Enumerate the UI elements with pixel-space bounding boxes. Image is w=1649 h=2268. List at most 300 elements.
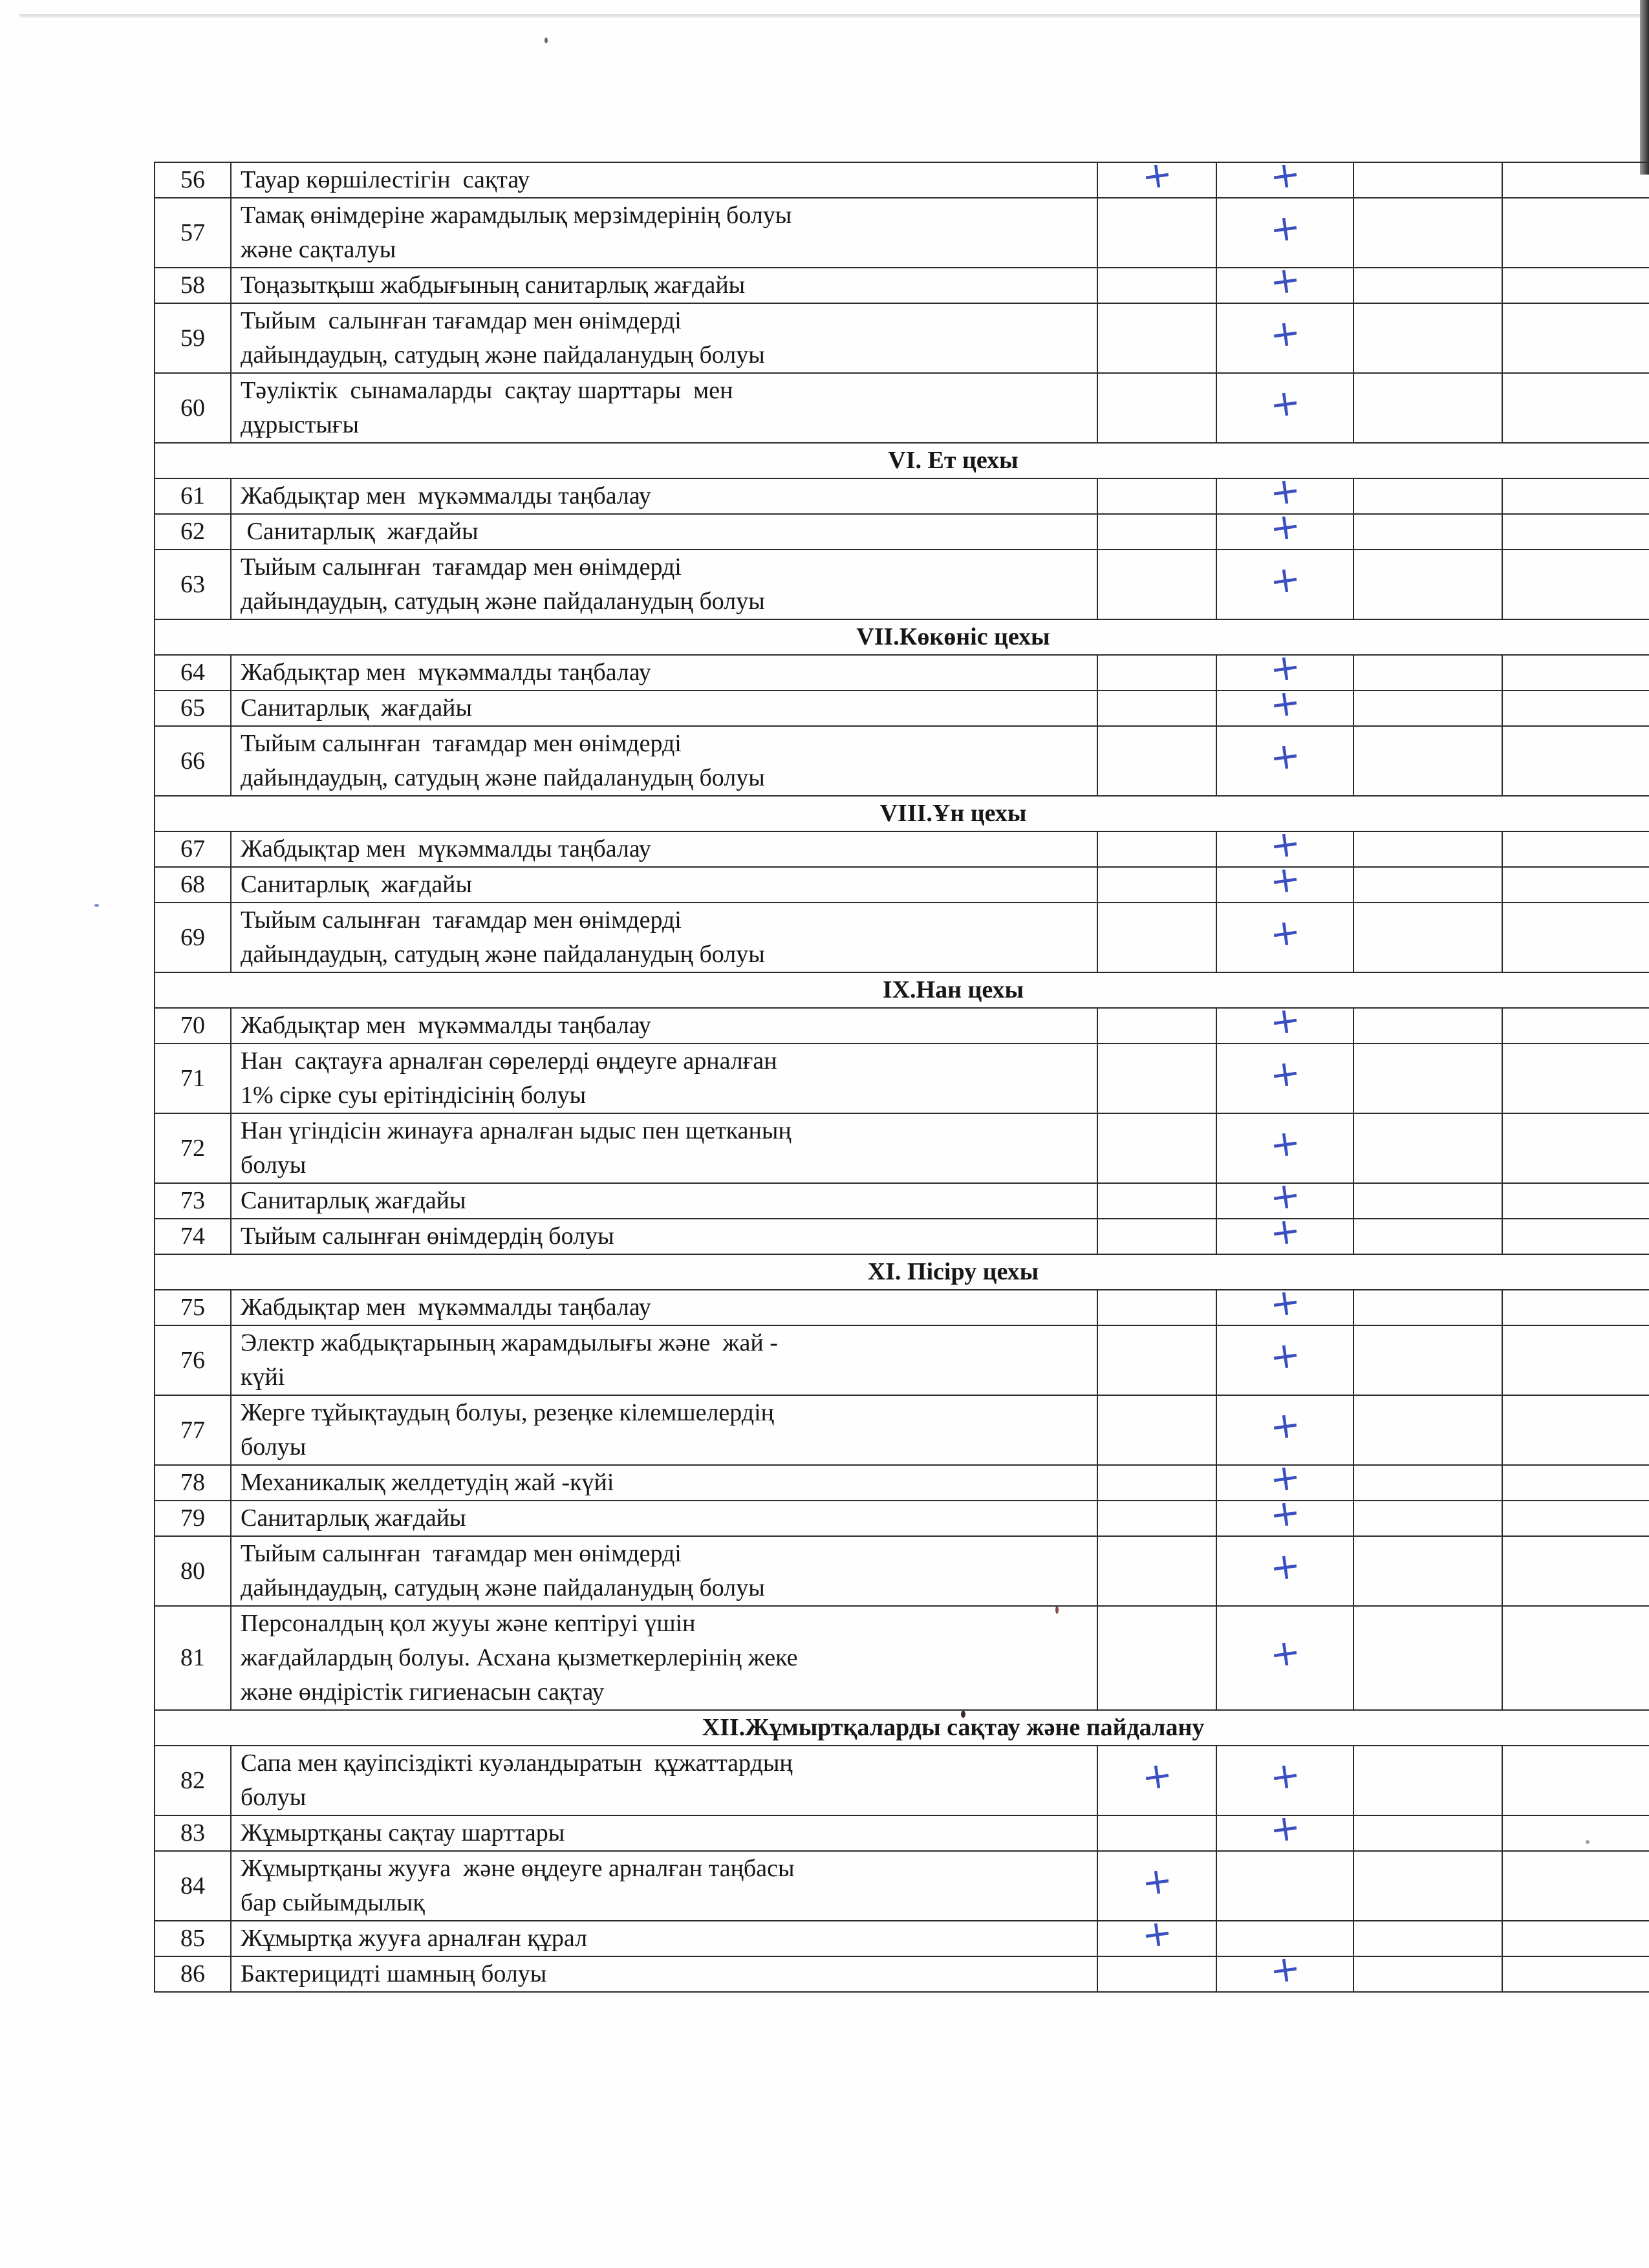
checklist-row [155, 1921, 1649, 1956]
requirement-text [231, 1325, 1097, 1395]
row-number: 80 [155, 1536, 231, 1606]
requirement-text [231, 478, 1097, 514]
requirement-line: Бактерицидті шамның болуы [241, 1960, 547, 1987]
checklist-row [155, 1465, 1649, 1501]
checklist-row [155, 1606, 1649, 1710]
check-cell-c3 [1353, 1606, 1502, 1710]
section-title: XII.Жұмыртқаларды сақтау және пайдалану [155, 1710, 1649, 1746]
check-cell-c3 [1353, 1746, 1502, 1815]
handwritten-plus-mark: + [1267, 504, 1303, 550]
check-cell-c3 [1353, 903, 1502, 972]
check-cell-c1 [1097, 1465, 1216, 1501]
check-cell-c2 [1216, 303, 1353, 373]
check-cell-c4 [1502, 550, 1649, 619]
section-header-row [155, 1710, 1649, 1746]
check-cell-c3 [1353, 655, 1502, 690]
handwritten-plus-mark: + [1267, 1753, 1303, 1799]
requirement-text [231, 867, 1097, 903]
check-cell-c1 [1097, 1956, 1216, 1992]
row-number: 60 [155, 373, 231, 443]
section-header-row [155, 443, 1649, 478]
check-cell-c3 [1353, 690, 1502, 726]
check-cell-c3 [1353, 303, 1502, 373]
check-cell-c1 [1097, 198, 1216, 268]
requirement-line: дайындаудың, сатудың және пайдаланудың болуы [241, 941, 765, 968]
requirement-line: 1% сірке суы ерітіндісінің болуы [241, 1082, 587, 1109]
check-cell-c1 [1097, 1815, 1216, 1851]
check-cell-c4 [1502, 1043, 1649, 1113]
handwritten-plus-mark: + [1267, 1947, 1303, 1993]
section-header-row [155, 972, 1649, 1008]
requirement-line: Тыйым салынған тағамдар мен өнімдерді [241, 730, 682, 757]
check-cell-c1 [1097, 550, 1216, 619]
check-cell-c2 [1216, 681, 1353, 727]
handwritten-plus-mark: + [1267, 1051, 1303, 1097]
row-number: 68 [155, 867, 231, 903]
check-cell-c4 [1502, 903, 1649, 972]
checklist-body [155, 153, 1649, 1993]
handwritten-plus-mark: + [1267, 557, 1303, 603]
requirement-line: дұрыстығы [241, 411, 359, 438]
checklist-row [155, 1956, 1649, 1992]
check-cell-c2 [1216, 153, 1353, 198]
requirement-line: Сапа мен қауіпсіздікті куәландыратын құжаттардың [241, 1749, 793, 1777]
handwritten-plus-mark: + [1267, 205, 1303, 251]
check-cell-c1 [1097, 1746, 1216, 1815]
checklist-row [155, 1325, 1649, 1395]
handwritten-plus-mark: + [1267, 153, 1303, 198]
requirement-line: Жұмыртқаны сақтау шарттары [241, 1819, 565, 1846]
check-cell-c2 [1216, 373, 1353, 443]
requirement-text [231, 162, 1097, 198]
requirement-text [231, 903, 1097, 972]
check-cell-c4 [1502, 268, 1649, 303]
requirement-line: бар сыйымдылық [241, 1889, 425, 1916]
checklist-row [155, 1501, 1649, 1536]
check-cell-c1 [1097, 867, 1216, 903]
section-header-row [155, 1254, 1649, 1290]
check-cell-c4 [1502, 1815, 1649, 1851]
check-cell-c2 [1216, 1280, 1353, 1326]
requirement-line: Тамақ өнімдеріне жарамдылық мерзімдерінің болуы [241, 202, 792, 229]
check-cell-c4 [1502, 478, 1649, 514]
check-cell-c2 [1216, 1209, 1353, 1255]
requirement-line: дайындаудың, сатудың және пайдаланудың болуы [241, 1574, 765, 1601]
check-cell-c3 [1353, 1395, 1502, 1465]
requirement-text [231, 1921, 1097, 1956]
check-cell-c4 [1502, 1746, 1649, 1815]
handwritten-plus-mark: + [1267, 1631, 1303, 1676]
handwritten-plus-mark: + [1139, 153, 1175, 198]
requirement-line: Тыйым салынған тағамдар мен өнімдерді [241, 1540, 682, 1567]
requirement-text [231, 373, 1097, 443]
check-cell-c2 [1216, 258, 1353, 304]
check-cell-c4 [1502, 1606, 1649, 1710]
row-number: 81 [155, 1606, 231, 1710]
requirement-text [231, 1815, 1097, 1851]
handwritten-plus-mark: + [1267, 645, 1303, 691]
check-cell-c4 [1502, 831, 1649, 867]
checklist-row [155, 1113, 1649, 1183]
requirement-line: дайындаудың, сатудың және пайдаланудың болуы [241, 764, 765, 791]
check-cell-c1 [1097, 1008, 1216, 1043]
check-cell-c2 [1216, 1043, 1353, 1113]
check-cell-c4 [1502, 1956, 1649, 1992]
requirement-line: Жабдықтар мен мүкәммалды таңбалау [241, 659, 651, 686]
handwritten-plus-mark: + [1267, 910, 1303, 956]
checklist-row [155, 162, 1649, 198]
requirement-text [231, 1606, 1097, 1710]
row-number: 57 [155, 198, 231, 268]
row-number: 63 [155, 550, 231, 619]
check-cell-c3 [1353, 1325, 1502, 1395]
row-number: 83 [155, 1815, 231, 1851]
section-title: IX.Нан цехы [155, 972, 1649, 1008]
check-cell-c3 [1353, 1219, 1502, 1254]
check-cell-c1 [1097, 1501, 1216, 1536]
check-cell-c3 [1353, 1113, 1502, 1183]
requirement-line: күйі [241, 1364, 285, 1391]
handwritten-plus-mark: + [1267, 380, 1303, 427]
checklist-row [155, 655, 1649, 690]
section-header-row [155, 619, 1649, 655]
requirement-line: дайындаудың, сатудың және пайдаланудың болуы [241, 588, 765, 615]
scan-edge-top [19, 14, 1649, 18]
checklist-row [155, 303, 1649, 373]
requirement-line: Санитарлық жағдайы [241, 1187, 466, 1214]
check-cell-c2 [1216, 1491, 1353, 1537]
check-cell-c3 [1353, 1815, 1502, 1851]
checklist-row [155, 514, 1649, 550]
check-cell-c1 [1097, 1219, 1216, 1254]
checklist-row [155, 1290, 1649, 1325]
requirement-line: Жұмыртқаны жууға және өңдеуге арналған таңбасы [241, 1855, 795, 1882]
checklist-table [154, 153, 1649, 1993]
check-cell-c4 [1502, 726, 1649, 796]
requirement-line: Тоңазытқыш жабдығының санитарлық жағдайы [241, 272, 746, 299]
scan-speck [544, 37, 548, 43]
requirement-text [231, 1183, 1097, 1219]
check-cell-c1 [1097, 1183, 1216, 1219]
scan-edge-right [1640, 0, 1649, 175]
check-cell-c4 [1502, 1219, 1649, 1254]
handwritten-plus-mark: + [1139, 1858, 1175, 1905]
checklist-row [155, 1851, 1649, 1921]
check-cell-c3 [1353, 268, 1502, 303]
row-number: 62 [155, 514, 231, 550]
check-cell-c1 [1097, 1536, 1216, 1606]
check-cell-c4 [1502, 867, 1649, 903]
row-number: 82 [155, 1746, 231, 1815]
check-cell-c1 [1097, 1851, 1216, 1921]
check-cell-c3 [1353, 1851, 1502, 1921]
check-cell-c4 [1502, 303, 1649, 373]
requirement-line: болуы [241, 1784, 307, 1811]
check-cell-c1 [1097, 478, 1216, 514]
section-title: XI. Пісіру цехы [155, 1254, 1649, 1290]
check-cell-c3 [1353, 1956, 1502, 1992]
row-number: 70 [155, 1008, 231, 1043]
check-cell-c3 [1353, 1536, 1502, 1606]
row-number: 56 [155, 162, 231, 198]
check-cell-c2 [1216, 1606, 1353, 1710]
check-cell-c1 [1097, 903, 1216, 972]
check-cell-c2 [1216, 198, 1353, 268]
handwritten-plus-mark: + [1267, 681, 1303, 727]
requirement-line: Нан сақтауға арналған сөрелерді өңдеуге арналған [241, 1047, 777, 1075]
checklist-row [155, 1043, 1649, 1113]
handwritten-plus-mark: + [1267, 1455, 1303, 1501]
check-cell-c3 [1353, 373, 1502, 443]
requirement-text [231, 550, 1097, 619]
check-cell-c3 [1353, 1008, 1502, 1043]
requirement-text [231, 655, 1097, 690]
check-cell-c1 [1097, 514, 1216, 550]
row-number: 74 [155, 1219, 231, 1254]
row-number: 72 [155, 1113, 231, 1183]
check-cell-c3 [1353, 1290, 1502, 1325]
requirement-line: Жұмыртқа жууға арналған құрал [241, 1925, 588, 1952]
section-title: VIII.Ұн цехы [155, 796, 1649, 831]
checklist-row [155, 1746, 1649, 1815]
check-cell-c4 [1502, 1395, 1649, 1465]
check-cell-c4 [1502, 1325, 1649, 1395]
requirement-line: Жабдықтар мен мүкәммалды таңбалау [241, 482, 651, 509]
checklist-row [155, 1008, 1649, 1043]
requirement-text [231, 514, 1097, 550]
check-cell-c3 [1353, 1043, 1502, 1113]
check-cell-c4 [1502, 1008, 1649, 1043]
check-cell-c2 [1216, 1851, 1353, 1921]
row-number: 66 [155, 726, 231, 796]
check-cell-c3 [1353, 831, 1502, 867]
row-number: 77 [155, 1395, 231, 1465]
handwritten-plus-mark: + [1267, 258, 1303, 304]
handwritten-plus-mark: + [1267, 1332, 1303, 1379]
check-cell-c4 [1502, 1921, 1649, 1956]
requirement-text [231, 1956, 1097, 1992]
check-cell-c4 [1502, 373, 1649, 443]
requirement-line: Тыйым салынған өнімдердің болуы [241, 1223, 614, 1250]
check-cell-c1 [1097, 373, 1216, 443]
check-cell-c2 [1216, 1947, 1353, 1993]
check-cell-c4 [1502, 514, 1649, 550]
check-cell-c1 [1097, 690, 1216, 726]
handwritten-plus-mark: + [1267, 822, 1303, 868]
check-cell-c3 [1353, 726, 1502, 796]
requirement-line: болуы [241, 1151, 307, 1179]
requirement-line: Механикалық желдетудің жай -күйі [241, 1469, 614, 1496]
requirement-text [231, 1536, 1097, 1606]
requirement-line: Жабдықтар мен мүкәммалды таңбалау [241, 1012, 651, 1039]
requirement-line: Санитарлық жағдайы [241, 694, 473, 722]
requirement-line: Персоналдың қол жууы және кептіруі үшін [241, 1610, 696, 1637]
handwritten-plus-mark: + [1267, 469, 1303, 515]
requirement-line: Жабдықтар мен мүкәммалды таңбалау [241, 1294, 651, 1321]
check-cell-c4 [1502, 1465, 1649, 1501]
row-number: 73 [155, 1183, 231, 1219]
handwritten-plus-mark: + [1267, 733, 1303, 780]
check-cell-c1 [1097, 1911, 1216, 1957]
section-header-row [155, 796, 1649, 831]
check-cell-c2 [1216, 1536, 1353, 1606]
check-cell-c3 [1353, 1183, 1502, 1219]
requirement-line: Тауар көршілестігін сақтау [241, 166, 530, 193]
check-cell-c4 [1502, 1113, 1649, 1183]
check-cell-c2 [1216, 1806, 1353, 1852]
requirement-line: дайындаудың, сатудың және пайдаланудың болуы [241, 341, 765, 369]
checklist-row [155, 867, 1649, 903]
handwritten-plus-mark: + [1267, 998, 1303, 1044]
requirement-text [231, 1501, 1097, 1536]
check-cell-c4 [1502, 1290, 1649, 1325]
checklist-row [155, 550, 1649, 619]
check-cell-c2 [1216, 1746, 1353, 1815]
check-cell-c2 [1216, 1325, 1353, 1395]
requirement-line: жағдайлардың болуы. Асхана қызметкерлерінің жеке [241, 1644, 798, 1671]
check-cell-c1 [1097, 1290, 1216, 1325]
requirement-line: және өндірістік гигиенасын сақтау [241, 1678, 605, 1706]
checklist-row [155, 268, 1649, 303]
requirement-text [231, 1395, 1097, 1465]
checklist-row [155, 1395, 1649, 1465]
handwritten-plus-mark: + [1267, 310, 1303, 357]
check-cell-c1 [1097, 303, 1216, 373]
requirement-text [231, 690, 1097, 726]
requirement-line: Электр жабдықтарының жарамдылығы және жай - [241, 1329, 778, 1356]
requirement-line: Тыйым салынған тағамдар мен өнімдерді [241, 553, 682, 581]
checklist-row [155, 726, 1649, 796]
check-cell-c1 [1097, 1325, 1216, 1395]
check-cell-c2 [1216, 1395, 1353, 1465]
check-cell-c3 [1353, 1921, 1502, 1956]
handwritten-plus-mark: + [1139, 1911, 1175, 1957]
check-cell-c4 [1502, 198, 1649, 268]
check-cell-c1 [1097, 268, 1216, 303]
check-cell-c1 [1097, 655, 1216, 690]
handwritten-plus-mark: + [1267, 1543, 1303, 1590]
checklist-row [155, 1183, 1649, 1219]
requirement-line: Санитарлық жағдайы [241, 1504, 466, 1532]
requirement-text [231, 303, 1097, 373]
check-cell-c2 [1216, 504, 1353, 550]
row-number: 78 [155, 1465, 231, 1501]
requirement-text [231, 1746, 1097, 1815]
row-number: 67 [155, 831, 231, 867]
requirement-line: Тәуліктік сынамаларды сақтау шарттары мен [241, 377, 733, 404]
checklist-row [155, 690, 1649, 726]
check-cell-c3 [1353, 550, 1502, 619]
row-number: 86 [155, 1956, 231, 1992]
row-number: 59 [155, 303, 231, 373]
checklist-row [155, 1219, 1649, 1254]
check-cell-c4 [1502, 1851, 1649, 1921]
check-cell-c3 [1353, 162, 1502, 198]
scan-speck [94, 904, 99, 907]
handwritten-plus-mark: + [1139, 1753, 1175, 1799]
section-title: VII.Көкөніс цехы [155, 619, 1649, 655]
check-cell-c3 [1353, 1501, 1502, 1536]
checklist-row [155, 1815, 1649, 1851]
handwritten-plus-mark: + [1267, 1209, 1303, 1255]
requirement-text [231, 1113, 1097, 1183]
check-cell-c2 [1216, 726, 1353, 796]
requirement-text [231, 1851, 1097, 1921]
requirement-line: Нан үгіндісін жинауға арналған ыдыс пен щетканың [241, 1117, 792, 1144]
row-number: 71 [155, 1043, 231, 1113]
requirement-text [231, 1290, 1097, 1325]
check-cell-c3 [1353, 514, 1502, 550]
check-cell-c1 [1097, 1043, 1216, 1113]
check-cell-c4 [1502, 1536, 1649, 1606]
check-cell-c4 [1502, 1501, 1649, 1536]
check-cell-c4 [1502, 690, 1649, 726]
check-cell-c3 [1353, 867, 1502, 903]
check-cell-c1 [1097, 1113, 1216, 1183]
row-number: 65 [155, 690, 231, 726]
check-cell-c3 [1353, 1465, 1502, 1501]
checklist-row [155, 198, 1649, 268]
check-cell-c1 [1097, 831, 1216, 867]
row-number: 64 [155, 655, 231, 690]
handwritten-plus-mark: + [1267, 1402, 1303, 1449]
check-cell-c2 [1216, 1113, 1353, 1183]
row-number: 69 [155, 903, 231, 972]
check-cell-c1 [1097, 1395, 1216, 1465]
checklist-row [155, 478, 1649, 514]
requirement-line: Санитарлық жағдайы [241, 518, 479, 545]
requirement-line: Тыйым салынған тағамдар мен өнімдерді [241, 906, 682, 934]
requirement-text [231, 831, 1097, 867]
requirement-text [231, 726, 1097, 796]
check-cell-c2 [1216, 998, 1353, 1044]
check-cell-c4 [1502, 1183, 1649, 1219]
checklist-row [155, 1536, 1649, 1606]
requirement-text [231, 1043, 1097, 1113]
check-cell-c1 [1097, 1606, 1216, 1710]
requirement-text [231, 1465, 1097, 1501]
row-number: 84 [155, 1851, 231, 1921]
row-number: 58 [155, 268, 231, 303]
check-cell-c1 [1097, 153, 1216, 198]
row-number: 85 [155, 1921, 231, 1956]
row-number: 76 [155, 1325, 231, 1395]
requirement-line: Санитарлық жағдайы [241, 871, 473, 898]
check-cell-c3 [1353, 478, 1502, 514]
row-number: 79 [155, 1501, 231, 1536]
check-cell-c2 [1216, 857, 1353, 903]
requirement-line: және сақталуы [241, 236, 396, 263]
section-title: VI. Ет цехы [155, 443, 1649, 478]
handwritten-plus-mark: + [1267, 1806, 1303, 1852]
handwritten-plus-mark: + [1267, 1280, 1303, 1326]
handwritten-plus-mark: + [1267, 1491, 1303, 1537]
requirement-line: болуы [241, 1433, 307, 1460]
check-cell-c2 [1216, 550, 1353, 619]
requirement-line: Жерге тұйықтаудың болуы, резеңке кілемшелердің [241, 1399, 775, 1426]
checklist-row [155, 903, 1649, 972]
check-cell-c1 [1097, 726, 1216, 796]
requirement-line: Тыйым салынған тағамдар мен өнімдерді [241, 307, 682, 334]
check-cell-c4 [1502, 162, 1649, 198]
handwritten-plus-mark: + [1267, 1120, 1303, 1167]
requirement-text [231, 198, 1097, 268]
check-cell-c2 [1216, 903, 1353, 972]
requirement-line: Жабдықтар мен мүкәммалды таңбалау [241, 835, 651, 862]
checklist-row [155, 373, 1649, 443]
check-cell-c3 [1353, 198, 1502, 268]
row-number: 61 [155, 478, 231, 514]
